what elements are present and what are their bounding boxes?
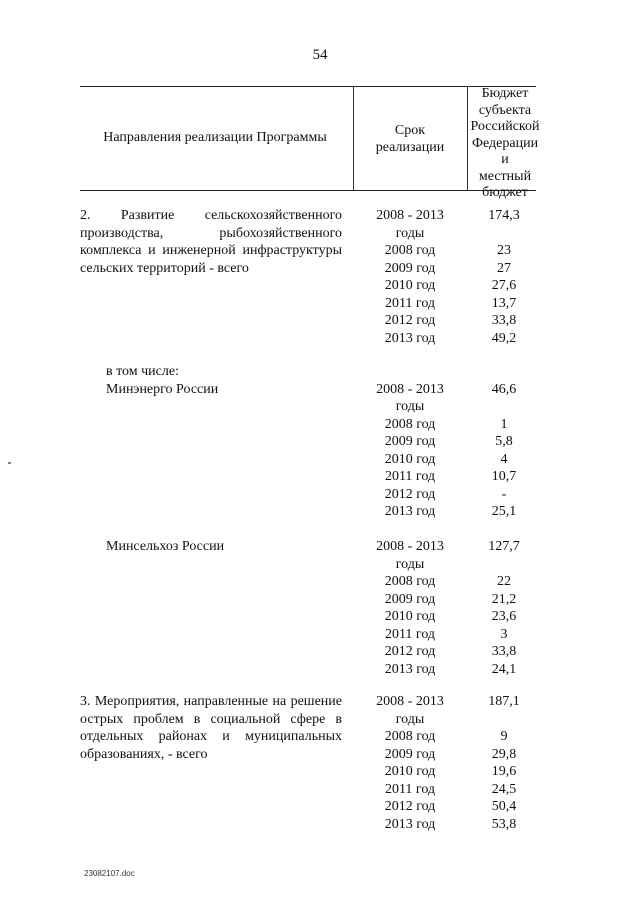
header-budget-line: Российской — [470, 119, 540, 134]
header-budget-line: местный — [478, 168, 532, 184]
value-cell: 4 — [500, 451, 508, 467]
period-cell: 2012 год — [384, 644, 436, 659]
header-budget — [470, 86, 540, 202]
value-cell: 24,5 — [491, 781, 517, 797]
period-cell: 2013 год — [384, 661, 436, 677]
period-cell: 2011 год — [384, 295, 436, 311]
period-cell: 2009 год — [384, 746, 436, 762]
page-number: 54 — [312, 47, 328, 63]
value-cell: 24,1 — [491, 661, 517, 677]
period-cell: 2009 год — [384, 434, 436, 449]
value-cell: 19,6 — [491, 764, 517, 779]
period-cell: годы — [395, 711, 425, 727]
period-cell: 2009 год — [384, 260, 436, 276]
value-cell: 174,3 — [488, 208, 520, 223]
value-cell: 49,2 — [491, 330, 517, 346]
period-cell: 2008 год — [384, 729, 436, 744]
value-cell: 33,8 — [491, 644, 517, 659]
value-cell: 27 — [497, 260, 511, 276]
period-cell: 2008 - 2013 — [376, 539, 444, 554]
period-cell: 2011 год — [384, 469, 436, 484]
period-cell: 2008 - 2013 — [376, 381, 444, 397]
period-cell: 2013 год — [384, 816, 436, 832]
period-cell: 2011 год — [384, 781, 436, 797]
scan-artifact — [8, 462, 11, 464]
column-divider-2 — [467, 86, 468, 190]
period-cell: 2013 год — [384, 330, 436, 346]
period-cell: 2013 год — [384, 504, 436, 519]
value-cell: 25,1 — [491, 504, 517, 519]
value-cell: 23,6 — [491, 609, 517, 624]
section-description: Минэнерго России — [106, 381, 219, 397]
section-description: 3. Мероприятия, направленные на решение острых проблем в социальной сфере в отдельных районах и муниципальных образованиях, - всего — [80, 694, 342, 762]
period-cell: годы — [395, 225, 425, 241]
header-budget-line: Бюджет — [481, 86, 529, 101]
period-cell: 2008 - 2013 — [376, 208, 444, 223]
value-cell: 50,4 — [491, 799, 517, 814]
period-cell: 2009 год — [384, 591, 436, 607]
period-cell: 2008 год — [384, 416, 436, 432]
column-divider-1 — [353, 86, 354, 190]
period-cell: 2008 год — [384, 243, 436, 258]
period-cell: 2010 год — [384, 278, 436, 293]
period-cell: 2011 год — [384, 626, 436, 642]
period-cell: годы — [395, 556, 425, 572]
value-cell: 13,7 — [491, 295, 517, 311]
value-cell: 29,8 — [491, 746, 517, 762]
period-cell: 2008 - 2013 — [376, 694, 444, 709]
period-cell: 2012 год — [384, 313, 436, 328]
value-cell: 1 — [500, 416, 508, 432]
value-cell: 5,8 — [495, 434, 513, 449]
section-description: 2. Развитие сельскохозяйственного производства, рыбохозяйственного комплекса и инженерной инфраструктуры сельских территорий - всего — [80, 208, 342, 276]
section-description: Минсельхоз России — [106, 539, 225, 554]
header-budget-line: бюджет — [482, 185, 528, 200]
value-cell: 187,1 — [488, 694, 520, 709]
period-cell: 2010 год — [384, 609, 436, 624]
period-cell: 2010 год — [384, 764, 436, 779]
subheading-including: в том числе: — [106, 364, 179, 379]
value-cell: 22 — [497, 574, 511, 589]
period-cell: 2012 год — [384, 486, 436, 502]
value-cell: 46,6 — [491, 381, 517, 397]
period-cell: годы — [395, 399, 425, 414]
period-cell: 2008 год — [384, 574, 436, 589]
value-cell: 33,8 — [491, 313, 517, 328]
value-cell: 9 — [500, 729, 508, 744]
period-cell: 2010 год — [384, 451, 436, 467]
header-period-line2: реализации — [375, 139, 445, 155]
value-cell: - — [501, 486, 507, 502]
value-cell: 127,7 — [488, 539, 520, 554]
value-cell: 53,8 — [491, 816, 517, 832]
value-cell: 21,2 — [491, 591, 517, 607]
value-cell: 27,6 — [491, 278, 517, 293]
value-cell: 23 — [497, 243, 511, 258]
period-cell: 2012 год — [384, 799, 436, 814]
header-budget-line: Федерации и — [471, 135, 539, 167]
header-budget-line: субъекта — [478, 102, 532, 118]
header-directions: Направления реализации Программы — [103, 130, 327, 145]
footer-filename: 23082107.doc — [84, 869, 135, 878]
header-period — [356, 123, 464, 156]
value-cell: 10,7 — [491, 469, 517, 484]
header-period-line1: Срок — [394, 123, 426, 138]
table-header-bottom-border — [80, 190, 536, 191]
value-cell: 3 — [500, 626, 508, 642]
